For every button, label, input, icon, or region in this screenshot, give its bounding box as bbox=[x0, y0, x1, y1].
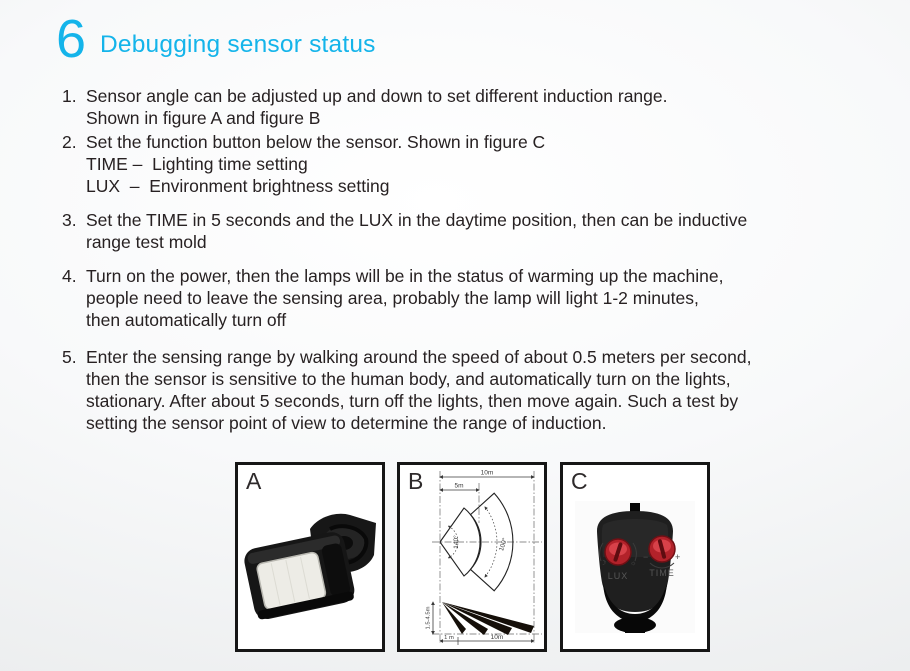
instruction-step-4 bbox=[62, 265, 872, 331]
svg-text:−: − bbox=[643, 552, 649, 562]
step-line: setting the sensor point of view to determine the range of induction. bbox=[86, 413, 607, 433]
instruction-step-2 bbox=[62, 131, 872, 197]
instruction-list bbox=[62, 85, 872, 434]
dim-mount-height: 1.5-4.5m bbox=[425, 606, 432, 630]
step-number: 5. bbox=[62, 347, 77, 367]
step-text bbox=[86, 131, 872, 197]
figure-b bbox=[397, 462, 547, 652]
figure-c bbox=[560, 462, 710, 652]
figure-c-label: C bbox=[571, 468, 588, 494]
figure-a bbox=[235, 462, 385, 652]
instruction-step-5 bbox=[62, 346, 872, 434]
step-line: TIME – Lighting time setting bbox=[86, 154, 308, 174]
step-number: 4. bbox=[62, 266, 77, 286]
step-line: Turn on the power, then the lamps will be in the status of warming up the machine, bbox=[86, 266, 724, 286]
figure-a-label: A bbox=[246, 468, 262, 494]
knob-right-label: TIME bbox=[649, 568, 675, 578]
step-line: Set the TIME in 5 seconds and the LUX in the daytime position, then can be inductive bbox=[86, 210, 748, 230]
dim-half-width: 5m bbox=[454, 482, 464, 490]
figure-b-label: B bbox=[408, 468, 424, 494]
step-text bbox=[86, 209, 872, 253]
step-line: people need to leave the sensing area, probably the lamp will light 1-2 minutes, bbox=[86, 288, 699, 308]
step-line: LUX – Environment brightness setting bbox=[86, 176, 390, 196]
dim-top-width: 10m bbox=[480, 469, 494, 477]
step-line: stationary. After about 5 seconds, turn off the lights, then move again. Such a test by bbox=[86, 391, 739, 411]
step-line: range test mold bbox=[86, 232, 207, 252]
step-line: Enter the sensing range by walking around the speed of about 0.5 meters per second, bbox=[86, 347, 752, 367]
step-text bbox=[86, 85, 872, 129]
dim-far-dist: 10m bbox=[490, 634, 504, 641]
svg-text:+: + bbox=[675, 552, 681, 562]
step-line: Set the function button below the sensor. Shown in figure C bbox=[86, 132, 546, 152]
step-line: then the sensor is sensitive to the human body, and automatically turn on the lights, bbox=[86, 369, 731, 389]
step-text bbox=[86, 346, 872, 434]
angle-far: 100° bbox=[498, 537, 509, 553]
section-number: 6 bbox=[56, 9, 87, 69]
svg-text:☼: ☼ bbox=[630, 560, 637, 567]
step-line: Sensor angle can be adjusted up and down to set different induction range. bbox=[86, 86, 668, 106]
page-title: Debugging sensor status bbox=[100, 31, 376, 58]
step-number: 2. bbox=[62, 132, 77, 152]
instruction-step-1 bbox=[62, 85, 872, 129]
step-number: 1. bbox=[62, 86, 77, 106]
step-line: then automatically turn off bbox=[86, 310, 287, 330]
step-line: Shown in figure A and figure B bbox=[86, 108, 321, 128]
angle-near: 140° bbox=[453, 535, 460, 549]
svg-text:☽: ☽ bbox=[600, 560, 607, 567]
dim-near-dist: 1 m bbox=[444, 635, 454, 641]
step-number: 3. bbox=[62, 210, 77, 230]
instruction-step-3 bbox=[62, 209, 872, 253]
knob-left-label: LUX bbox=[607, 571, 629, 581]
step-text bbox=[86, 265, 872, 331]
